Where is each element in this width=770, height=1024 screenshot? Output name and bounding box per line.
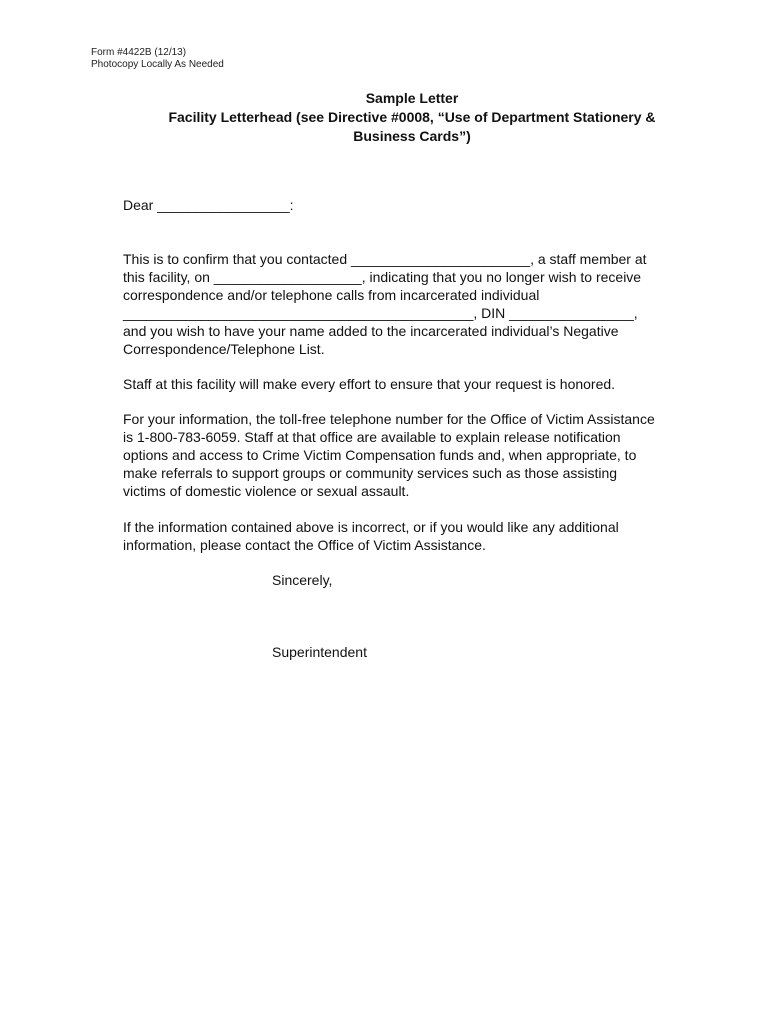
form-meta: [91, 47, 224, 71]
paragraph-line: Staff at this facility will make every effort to ensure that your request is honored.: [123, 376, 616, 392]
paragraph-line: For your information, the toll-free telephone number for the Office of Victim Assistance: [123, 411, 655, 427]
heading-subtitle-line-1: Facility Letterhead (see Directive #0008, “Use of Department Stationery &: [168, 109, 656, 125]
form-number: Form #4422B (12/13): [91, 47, 187, 58]
paragraph-assurance: [123, 375, 703, 393]
salutation: [123, 196, 703, 214]
letter-heading: [120, 89, 704, 146]
copy-note: Photocopy Locally As Needed: [91, 59, 224, 70]
paragraph-contact: [123, 518, 703, 554]
paragraph-line: options and access to Crime Victim Compensation funds and, when appropriate, to: [123, 447, 637, 463]
paragraph-line: If the information contained above is incorrect, or if you would like any additional: [123, 519, 619, 535]
paragraph-line: make referrals to support groups or community services such as those assisting: [123, 465, 618, 481]
paragraph-line: is 1-800-783-6059. Staff at that office are available to explain release notification: [123, 429, 621, 445]
paragraph-line: _____________________________________________, DIN ________________,: [123, 305, 638, 321]
paragraph-line: victims of domestic violence or sexual assault.: [123, 483, 410, 499]
heading-title: Sample Letter: [365, 90, 459, 106]
heading-subtitle-line-2: Business Cards”): [353, 128, 471, 144]
paragraph-line: information, please contact the Office of Victim Assistance.: [123, 537, 486, 553]
paragraph-line: This is to confirm that you contacted _______________________, a staff member at: [123, 251, 647, 267]
paragraph-line: correspondence and/or telephone calls from incarcerated individual: [123, 287, 540, 303]
closing: Sincerely,: [272, 572, 333, 588]
paragraph-line: and you wish to have your name added to the incarcerated individual’s Negative: [123, 323, 619, 339]
paragraph-line: Correspondence/Telephone List.: [123, 341, 325, 357]
paragraph-victim-assistance: [123, 410, 703, 500]
paragraph-confirmation: [123, 250, 703, 358]
signer-title: Superintendent: [272, 644, 367, 660]
paragraph-line: this facility, on ___________________, indicating that you no longer wish to receive: [123, 269, 642, 285]
salutation-line: Dear _________________:: [123, 197, 294, 213]
